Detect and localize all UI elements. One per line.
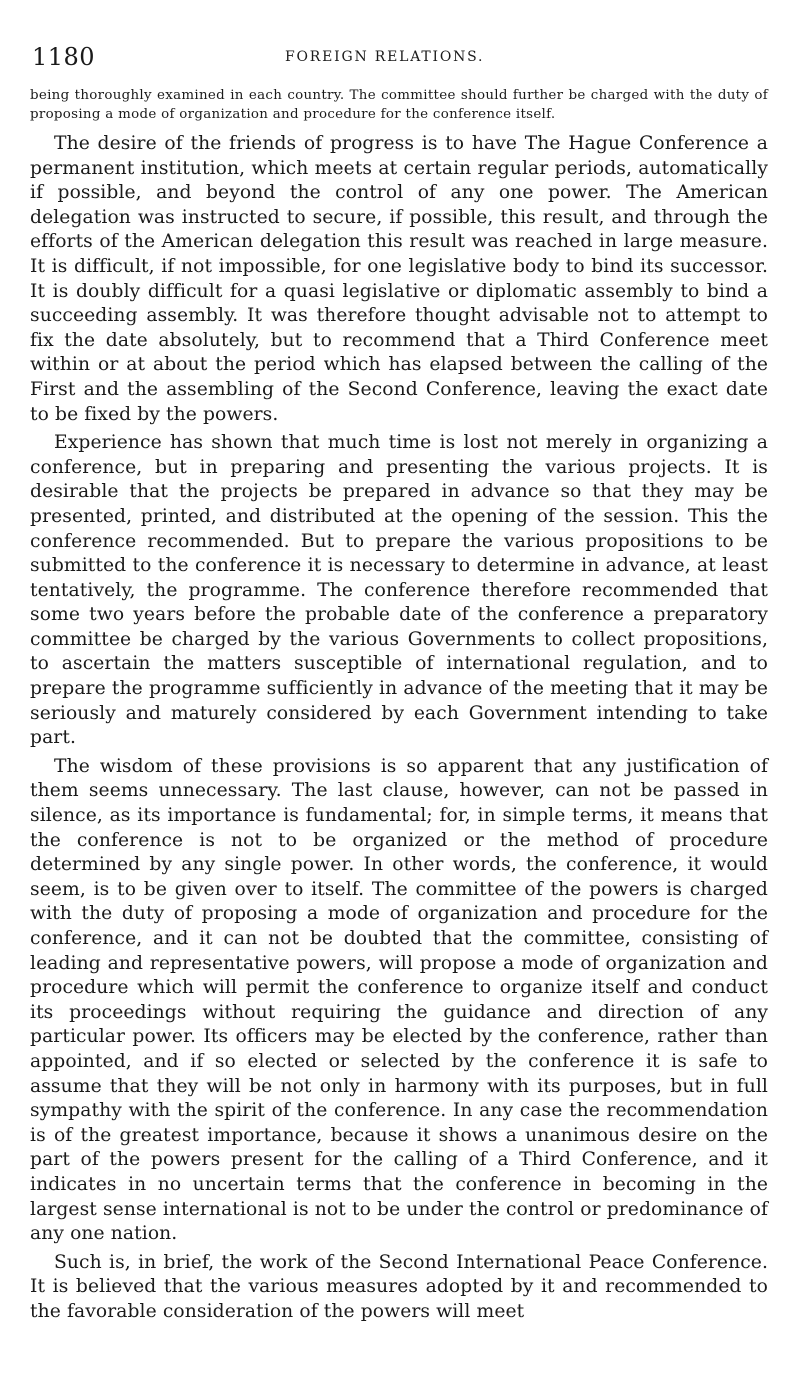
page-number: 1180 <box>32 43 96 71</box>
document-page <box>30 0 768 1329</box>
paragraph-wisdom-of-provisions: The wisdom of these provisions is so apparent that any justification of them seems unnecessary. The last clause, however, can not be passed in silence, as its importance is fundamental; for, in simple terms, it means that the conference is not to be organized or the method of procedure determined by any single power. In other words, the conference, it would seem, is to be given over to itself. The committee of the powers is charged with the duty of proposing a mode of organization and procedure for the conference, and it can not be doubted that the committee, consisting of leading and representative powers, will propose a mode of organization and procedure which will permit the conference to organize itself and conduct its proceedings without requiring the guidance and direction of any particular power. Its officers may be elected by the conference, rather than appointed, and if so elected or selected by the conference it is safe to assume that they will be not only in harmony with its purposes, but in full sympathy with the spirit of the conference. In any case the recommendation is of the greatest importance, because it shows a unanimous desire on the part of the powers present for the calling of a Third Conference, and it indicates in no uncertain terms that the conference in becoming in the largest sense international is not to be under the control or predominance of any one nation. <box>30 755 768 1245</box>
paragraph-summary: Such is, in brief, the work of the Second International Peace Conference. It is believed that the various measures adopted by it and recommended to the favorable consideration of the powers will meet <box>30 1251 768 1322</box>
page-header <box>30 42 768 86</box>
running-head: FOREIGN RELATIONS. <box>285 49 485 65</box>
continuation-text: being thoroughly examined in each country. The committee should further be charged with the duty of proposing a mode of organization and procedure for the conference itself. <box>30 88 768 122</box>
paragraph-permanent-institution: The desire of the friends of progress is to have The Hague Conference a permanent institution, which meets at certain regular periods, automatically if possible, and beyond the control of any one power. The American delegation was instructed to secure, if possible, this result, and through the efforts of the American delegation this result was reached in large measure. It is difficult, if not impossible, for one legislative body to bind its successor. It is doubly difficult for a quasi legislative or diplomatic assembly to bind a succeeding assembly. It was therefore thought advisable not to attempt to fix the date absolutely, but to recommend that a Third Conference meet within or at about the period which has elapsed between the calling of the First and the assembling of the Second Conference, leaving the exact date to be fixed by the powers. <box>30 133 768 425</box>
paragraph-preparatory-committee: Experience has shown that much time is lost not merely in organizing a conference, but in preparing and presenting the various projects. It is desirable that the projects be prepared in advance so that they may be presented, printed, and distributed at the opening of the session. This the conference recommended. But to prepare the various propositions to be submitted to the conference it is necessary to determine in advance, at least tentatively, the programme. The conference therefore recommended that some two years before the probable date of the conference a preparatory committee be charged by the various Governments to collect propositions, to ascertain the matters susceptible of international regulation, and to prepare the programme sufficiently in advance of the meeting that it may be seriously and maturely considered by each Government intending to take part. <box>30 432 768 749</box>
